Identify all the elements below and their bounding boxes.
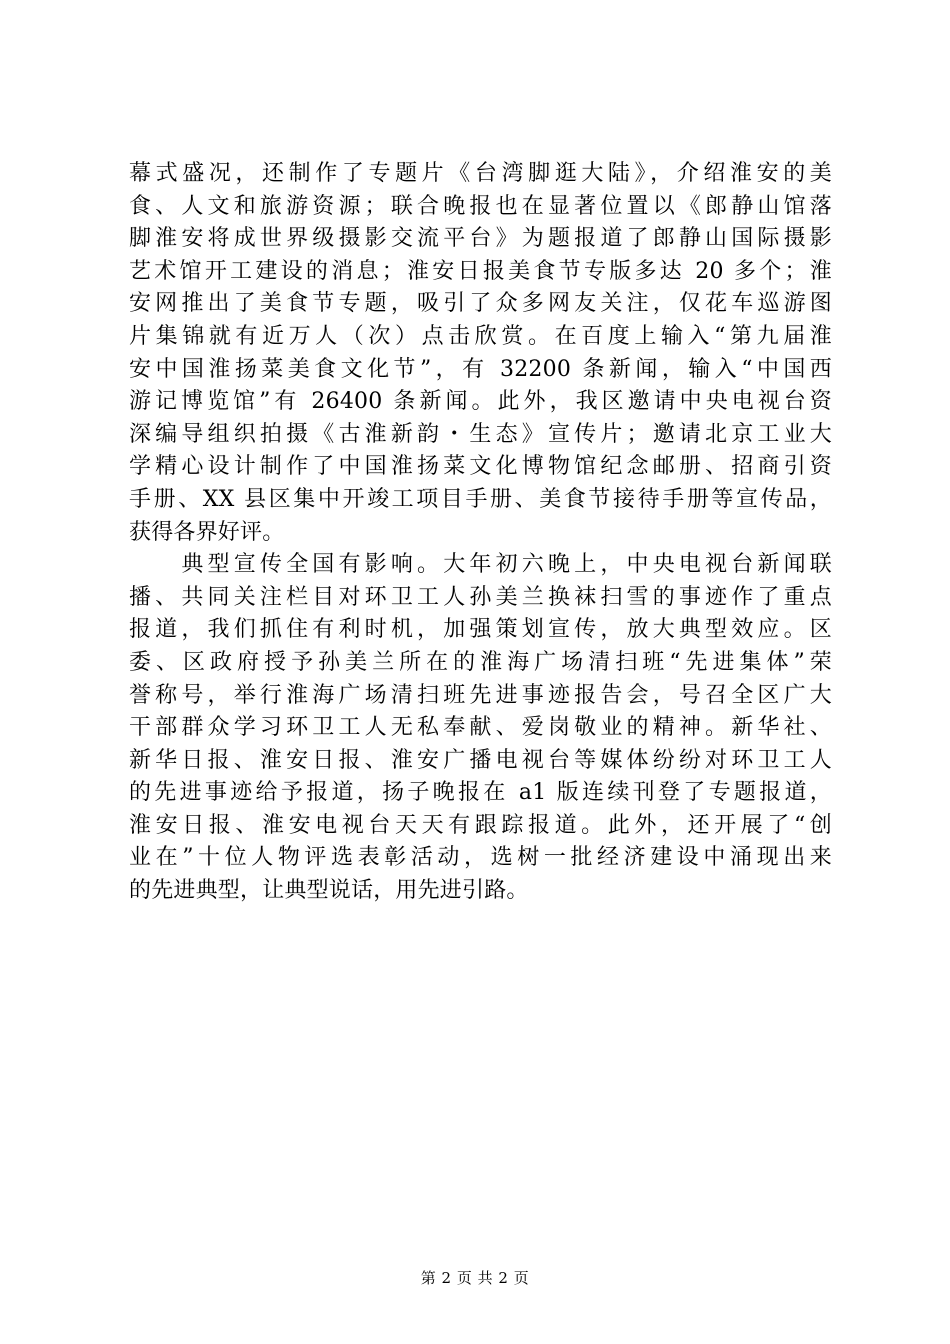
text-line: 报道，我们抓住有利时机，加强策划宣传，放大典型效应。区: [129, 617, 832, 643]
text-line: 艺术馆开工建设的消息；淮安日报美食节专版多达 20 多个；淮: [129, 258, 832, 284]
text-line: 游记博览馆”有 26400 条新闻。此外，我区邀请中央电视台资: [129, 389, 832, 415]
text-line: 典型宣传全国有影响。大年初六晚上，中央电视台新闻联: [129, 552, 832, 578]
text-line: 安中国淮扬菜美食文化节”，有 32200 条新闻，输入“中国西: [129, 356, 832, 382]
text-line: 委、区政府授予孙美兰所在的淮海广场清扫班“先进集体”荣: [129, 649, 832, 675]
text-line: 誉称号，举行淮海广场清扫班先进事迹报告会，号召全区广大: [129, 682, 832, 708]
page-number-label: 第 2 页 共 2 页: [420, 1269, 530, 1287]
text-line: 片集锦就有近万人（次）点击欣赏。在百度上输入“第九届淮: [129, 323, 832, 349]
text-line: 脚淮安将成世界级摄影交流平台》为题报道了郎静山国际摄影: [129, 226, 832, 252]
text-line: 手册、XX 县区集中开竣工项目手册、美食节接待手册等宣传品，: [129, 486, 832, 512]
page-footer: [0, 1268, 950, 1288]
text-line: 食、人文和旅游资源；联合晚报也在显著位置以《郎静山馆落: [129, 193, 832, 219]
text-line: 获得各界好评。: [129, 519, 285, 545]
document-body: [129, 158, 832, 908]
text-line: 播、共同关注栏目对环卫工人孙美兰换袜扫雪的事迹作了重点: [129, 584, 832, 610]
paragraph-media-coverage: [129, 158, 832, 549]
text-line: 新华日报、淮安日报、淮安广播电视台等媒体纷纷对环卫工人: [129, 747, 832, 773]
text-line: 幕式盛况，还制作了专题片《台湾脚逛大陆》，介绍淮安的美: [129, 161, 832, 186]
paragraph-typical-publicity: [129, 549, 832, 908]
text-line: 干部群众学习环卫工人无私奉献、爱岗敬业的精神。新华社、: [129, 715, 832, 741]
text-line: 安网推出了美食节专题，吸引了众多网友关注，仅花车巡游图: [129, 291, 832, 317]
text-line: 的先进事迹给予报道，扬子晚报在 a1 版连续刊登了专题报道，: [129, 780, 832, 806]
text-line: 淮安日报、淮安电视台天天有跟踪报道。此外，还开展了“创: [129, 812, 832, 838]
text-line: 的先进典型，让典型说话，用先进引路。: [129, 878, 529, 904]
text-line: 学精心设计制作了中国淮扬菜文化博物馆纪念邮册、招商引资: [129, 454, 832, 480]
text-line: 业在”十位人物评选表彰活动，选树一批经济建设中涌现出来: [129, 845, 832, 871]
text-line: 深编导组织拍摄《古淮新韵・生态》宣传片；邀请北京工业大: [129, 421, 832, 447]
